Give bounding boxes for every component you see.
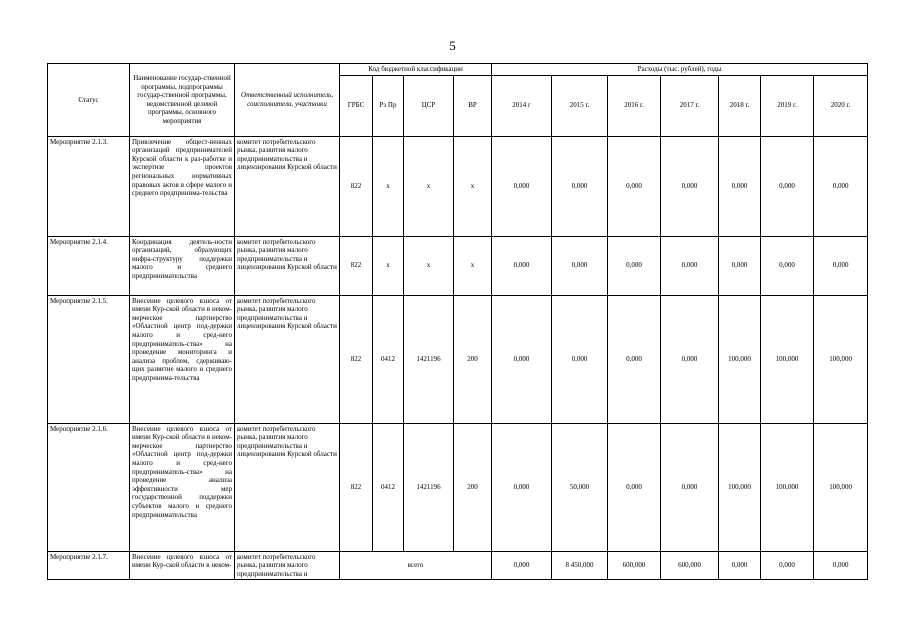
- cell-grbs: 822: [340, 423, 373, 551]
- cell-grbs: 822: [340, 295, 373, 423]
- header-budget-code-group: Код бюджетной классификации: [340, 64, 492, 76]
- cell-2014: 0,000: [492, 551, 552, 580]
- cell-vr: х: [454, 236, 492, 295]
- cell-2016: 600,000: [608, 551, 661, 580]
- header-code-grbs: ГРБС: [340, 75, 373, 136]
- table-row: [48, 295, 868, 423]
- cell-2019: 100,000: [761, 423, 814, 551]
- cell-2015: 0,000: [552, 236, 608, 295]
- cell-2018: 0,000: [719, 136, 761, 236]
- header-expenses-group: Расходы (тыс. рублей), годы: [492, 64, 868, 76]
- row-status: Мероприятие 2.1.3.: [48, 136, 130, 236]
- header-year-2017: 2017 г.: [661, 75, 719, 136]
- cell-csr: 1421196: [404, 295, 454, 423]
- cell-2018: 100,000: [719, 295, 761, 423]
- row-status: Мероприятие 2.1.5.: [48, 295, 130, 423]
- row-executor: комитет потребительского рынка, развития малого предпринимательства и лицензирования Курской области: [235, 136, 340, 236]
- cell-rzpr: 0412: [373, 423, 404, 551]
- row-executor: комитет потребительского рынка, развития малого предпринимательства и: [235, 551, 340, 580]
- row-name: Внесение целевого взноса от имени Кур-ской области в неком-мерческое партнерство «Областной центр под-держки малого и сред-него предприниматель-ства» на проведение анализа эффективности мер государственной поддержки субъектов малого и среднего предпринимательства: [130, 423, 235, 551]
- header-status: Статус: [48, 64, 130, 137]
- cell-2015: 0,000: [552, 295, 608, 423]
- header-code-rzpr: Рз Пр: [373, 75, 404, 136]
- cell-2019: 0,000: [761, 236, 814, 295]
- cell-2014: 0,000: [492, 136, 552, 236]
- cell-2019: 0,000: [761, 551, 814, 580]
- table-row: [48, 551, 868, 580]
- header-year-2018: 2018 г.: [719, 75, 761, 136]
- header-year-2019: 2019 г.: [761, 75, 814, 136]
- cell-2020: 100,000: [814, 423, 868, 551]
- cell-2019: 0,000: [761, 136, 814, 236]
- row-status: Мероприятие 2.1.6.: [48, 423, 130, 551]
- budget-table: [47, 63, 868, 580]
- cell-2015: 50,000: [552, 423, 608, 551]
- cell-rzpr: 0412: [373, 295, 404, 423]
- cell-2016: 0,000: [608, 423, 661, 551]
- cell-vr: х: [454, 136, 492, 236]
- cell-2019: 100,000: [761, 295, 814, 423]
- row-status: Мероприятие 2.1.7.: [48, 551, 130, 580]
- cell-2020: 0,000: [814, 551, 868, 580]
- cell-2016: 0,000: [608, 295, 661, 423]
- table-row: [48, 136, 868, 236]
- cell-2016: 0,000: [608, 236, 661, 295]
- header-year-2015: 2015 г.: [552, 75, 608, 136]
- row-name: Внесение целевого взноса от имени Кур-ской области в неком-: [130, 551, 235, 580]
- cell-2017: 600,000: [661, 551, 719, 580]
- table-row: [48, 236, 868, 295]
- cell-2018: 0,000: [719, 236, 761, 295]
- cell-2017: 0,000: [661, 423, 719, 551]
- cell-2014: 0,000: [492, 236, 552, 295]
- cell-2017: 0,000: [661, 236, 719, 295]
- row-executor: комитет потребительского рынка, развития малого предпринимательства и лицензирования Курской области: [235, 295, 340, 423]
- cell-csr: х: [404, 236, 454, 295]
- cell-2020: 0,000: [814, 236, 868, 295]
- row-name: Внесение целевого взноса от имени Кур-ской области в неком-мерческое партнерство «Областной центр под-держки малого и сред-него предприниматель-ства» на проведение мониторинга и анализа проблем, сдерживаю-щих развитие малого и среднего предпринима-тельства: [130, 295, 235, 423]
- cell-2018: 0,000: [719, 551, 761, 580]
- cell-2014: 0,000: [492, 295, 552, 423]
- header-year-2014: 2014 г: [492, 75, 552, 136]
- cell-2020: 100,000: [814, 295, 868, 423]
- cell-2018: 100,000: [719, 423, 761, 551]
- header-year-2016: 2016 г.: [608, 75, 661, 136]
- header-code-csr: ЦСР: [404, 75, 454, 136]
- cell-csr: 1421196: [404, 423, 454, 551]
- row-executor: комитет потребительского рынка, развития малого предпринимательства и лицензирования Курской области: [235, 236, 340, 295]
- row-status: Мероприятие 2.1.4.: [48, 236, 130, 295]
- cell-rzpr: х: [373, 136, 404, 236]
- cell-vr: 200: [454, 295, 492, 423]
- cell-vr: 200: [454, 423, 492, 551]
- cell-2017: 0,000: [661, 295, 719, 423]
- cell-2017: 0,000: [661, 136, 719, 236]
- row-name: Привлечение общест-венных организаций предпринимателей Курской области к раз-работке и экспертизе проектов региональных нормативных правовых актов в сфере малого и среднего предпринима-тельства: [130, 136, 235, 236]
- header-name: Наименование государ-ственной программы, подпрограммы государ-ственной программы, ведомственной целевой программы, основного мероприятия: [130, 64, 235, 137]
- row-name: Координация деятель-ности организаций, образующих инфра-структуру поддержки малого и среднего предпринимательства: [130, 236, 235, 295]
- cell-2014: 0,000: [492, 423, 552, 551]
- cell-csr: х: [404, 136, 454, 236]
- cell-grbs: 822: [340, 236, 373, 295]
- header-year-2020: 2020 г.: [814, 75, 868, 136]
- cell-total-label: всего: [340, 551, 492, 580]
- cell-2020: 0,000: [814, 136, 868, 236]
- cell-2015: 8 450,000: [552, 551, 608, 580]
- header-code-vr: ВР: [454, 75, 492, 136]
- cell-2015: 0,000: [552, 136, 608, 236]
- row-executor: комитет потребительского рынка, развития малого предпринимательства и лицензирования Курской области: [235, 423, 340, 551]
- header-executor: Ответственный исполнитель, соисполнители, участники: [235, 64, 340, 137]
- cell-2016: 0,000: [608, 136, 661, 236]
- table-row: [48, 423, 868, 551]
- cell-rzpr: х: [373, 236, 404, 295]
- cell-grbs: 822: [340, 136, 373, 236]
- page-number: 5: [449, 38, 456, 53]
